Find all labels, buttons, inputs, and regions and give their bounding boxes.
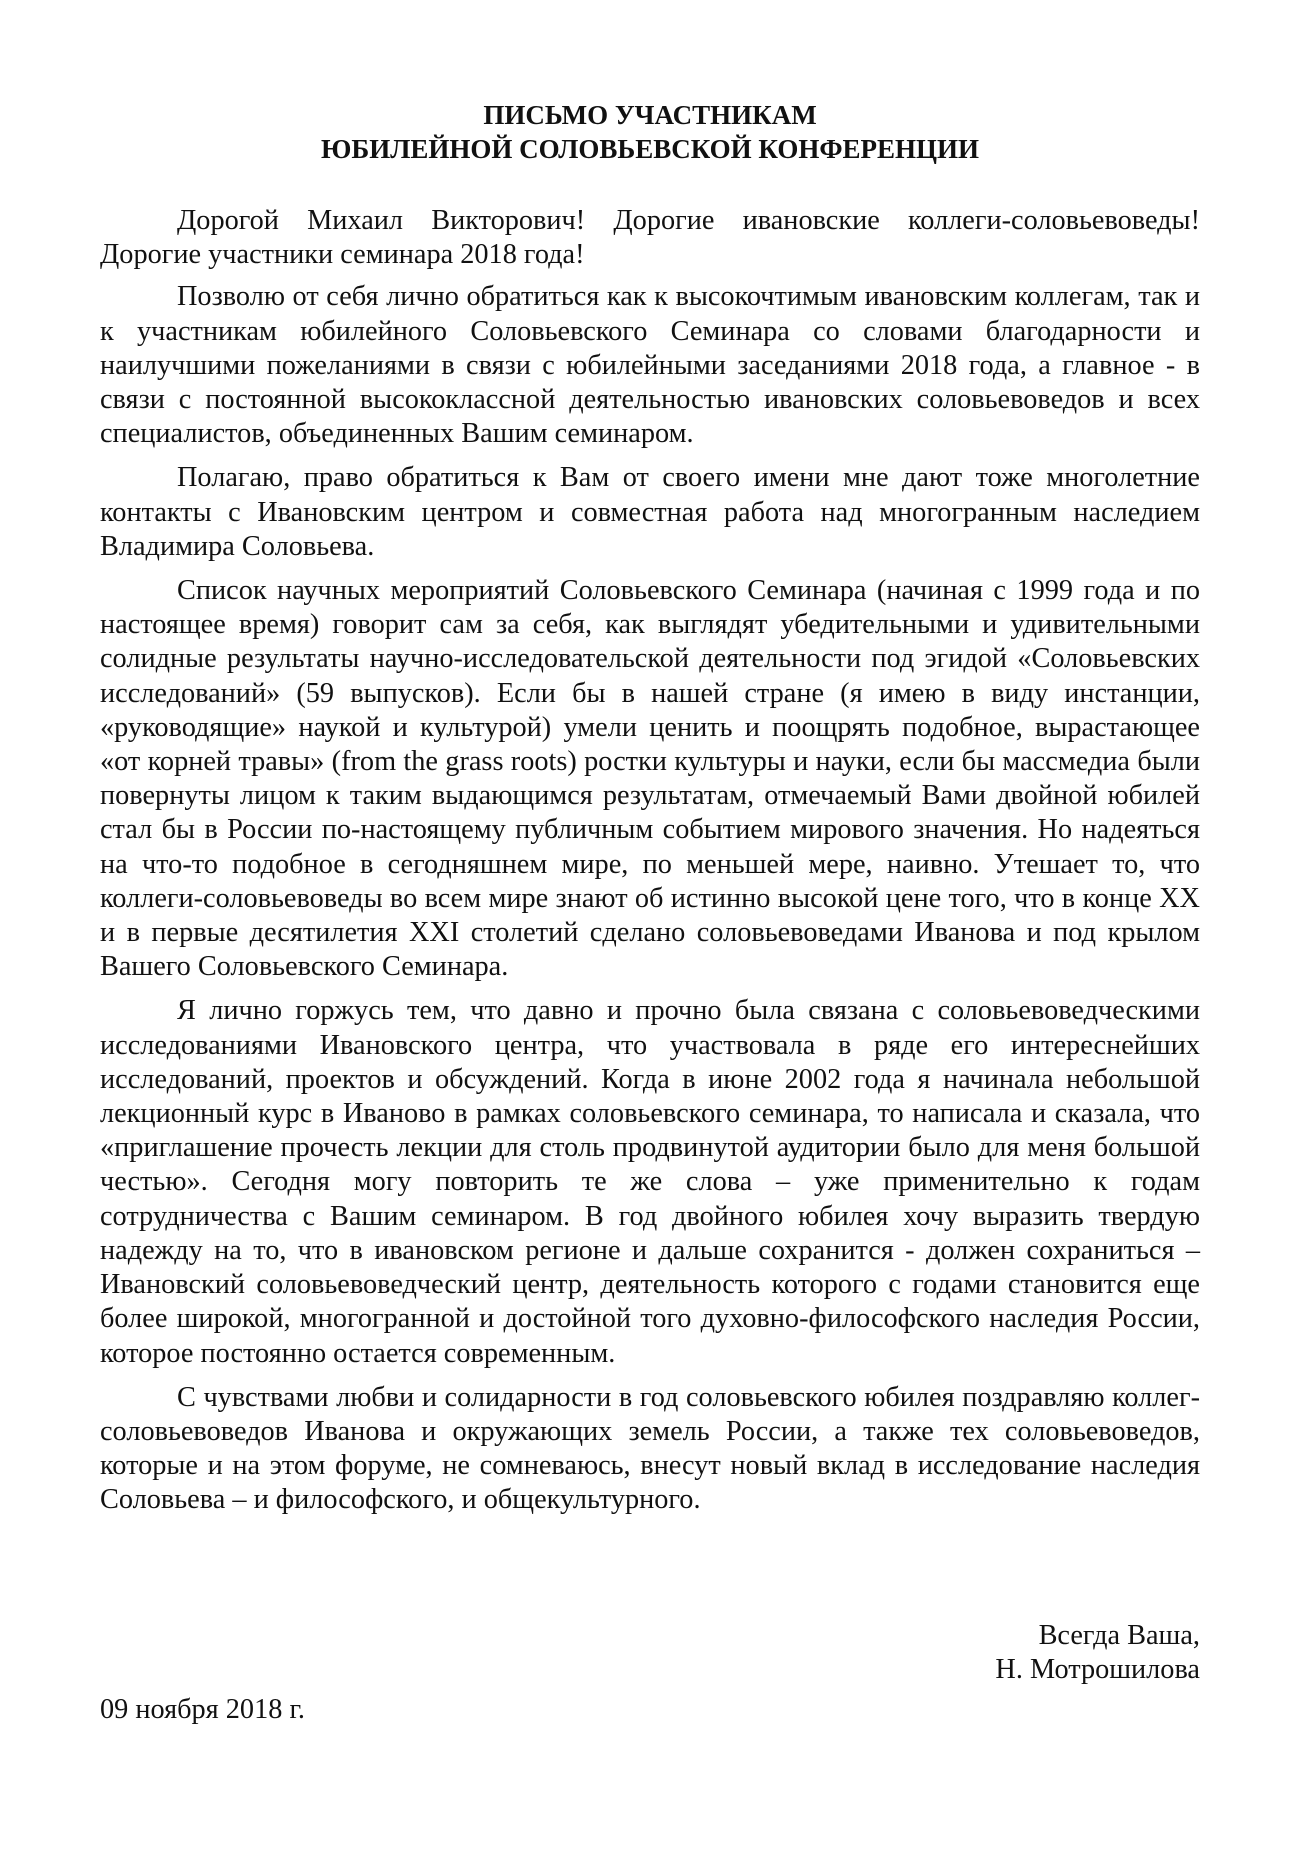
title-line-2: ЮБИЛЕЙНОЙ СОЛОВЬЕВСКОЙ КОНФЕРЕНЦИИ bbox=[320, 134, 980, 164]
paragraph-gratitude: Позволю от себя лично обратиться как к высокочтимым ивановским коллегам, так и к участникам юбилейного Соловьевского Семинара со словами благодарности и наилучшими пожеланиями в связи с юбилейными заседаниями 2018 года, а главное - в связи с постоянной высококлассной деятельностью ивановских соловьевоведов и всех специалистов, объединенных Вашим семинаром. bbox=[100, 281, 1200, 450]
author-name: Н. Мотрошилова bbox=[995, 1654, 1200, 1685]
paragraph-contacts: Полагаю, право обратиться к Вам от своего имени мне дают тоже многолетние контакты с Ивановским центром и совместная работа над многогранным наследием Владимира Соловьева. bbox=[100, 462, 1200, 562]
title-line-1: ПИСЬМО УЧАСТНИКАМ bbox=[483, 100, 817, 130]
letter-title bbox=[100, 98, 1200, 166]
paragraph-achievements: Список научных мероприятий Соловьевского Семинара (начиная с 1999 года и по настоящее время) говорит сам за себя, как выглядят убедительными и удивительными солидные результаты научно-исследовательской деятельности под эгидой «Соловьевских исследований» (59 выпусков). Если бы в нашей стране (я имею в виду инстанции, «руководящие» наукой и культурой) умели ценить и поощрять подобное, вырастающее «от корней травы» (from the grass roots) ростки культуры и науки, если бы массмедиа были повернуты лицом к таким выдающимся результатам, отмечаемый Вами двойной юбилей стал бы в России по-настоящему публичным событием мирового значения. Но надеяться на что-то подобное в сегодняшнем мире, по меньшей мере, наивно. Утешает то, что коллеги-соловьевоведы во всем мире знают об истинно высокой цене того, что в конце XX и в первые десятилетия XXI столетий сделано соловьевоведами Иванова и под крылом Вашего Соловьевского Семинара. bbox=[100, 575, 1200, 983]
closing-phrase: Всегда Ваша, bbox=[1038, 1620, 1200, 1651]
paragraph-congratulations: С чувствами любви и солидарности в год соловьевского юбилея поздравляю коллег-соловьевоведов Иванова и окружающих земель России, а также тех соловьевоведов, которые и на этом форуме, не сомневаюсь, внесут новый вклад в исследование наследия Соловьева – и философского, и общекультурного. bbox=[100, 1381, 1200, 1516]
letter-body bbox=[100, 204, 1200, 1528]
signature-block bbox=[995, 1619, 1200, 1687]
paragraph-greeting: Дорогой Михаил Викторович! Дорогие ивановские коллеги-соловьевоведы! Дорогие участники семинара 2018 года! bbox=[100, 205, 1200, 271]
letter-date: 09 ноября 2018 г. bbox=[100, 1694, 305, 1725]
paragraph-personal: Я лично горжусь тем, что давно и прочно была связана с соловьевоведческими исследованиями Ивановского центра, что участвовала в ряде его интереснейших исследований, проектов и обсуждений. Когда в июне 2002 года я начинала небольшой лекционный курс в Иваново в рамках соловьевского семинара, то написала и сказала, что «приглашение прочесть лекции для столь продвинутой аудитории было для меня большой честью». Сегодня могу повторить те же слова – уже применительно к годам сотрудничества с Вашим семинаром. В год двойного юбилея хочу выразить твердую надежду на то, что в ивановском регионе и дальше сохранится - должен сохраниться – Ивановский соловьевоведческий центр, деятельность которого с годами становится еще более широкой, многогранной и достойной того духовно-философского наследия России, которое постоянно остается современным. bbox=[100, 995, 1200, 1369]
